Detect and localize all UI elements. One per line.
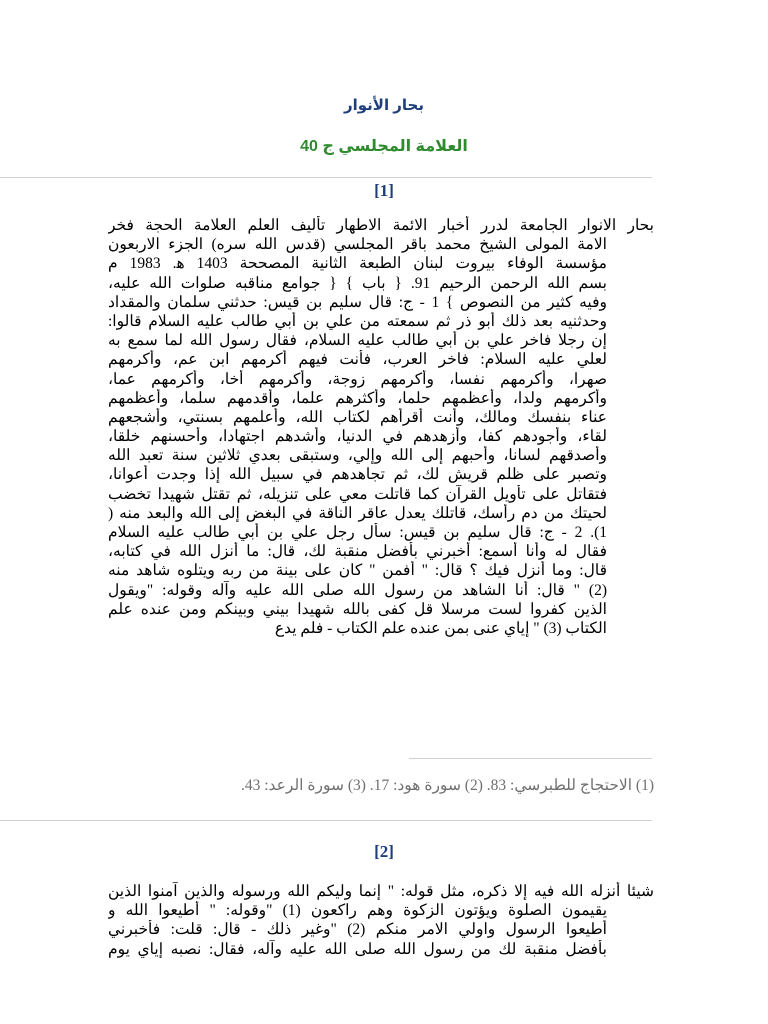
text-line: الكتاب (3) " إياي عنى بمن عنده علم الكتاب - فلم يدع <box>274 619 607 637</box>
text-line: الامة المولى الشيخ محمد باقر المجلسي (قدس الله سره) الجزء الاربعون <box>108 236 607 254</box>
text-line: وأكرمهم ولدا، وأعظمهم حلما، وأكثرهم علما، وأقدمهم سلما، وأعظمهم <box>108 389 607 407</box>
text-line: قال: وما أنزل فيك ؟ قال: " أفمن " كان على بينة من ربه ويتلوه شاهد منه <box>108 562 607 580</box>
footnote-divider <box>409 758 652 759</box>
text-line: (2) " قال: أنا الشاهد من رسول الله صلى الله عليه وآله وقوله: "ويقول <box>108 581 607 599</box>
text-line: أطيعوا الرسول واولي الامر منكم (2) "وغير ذلك - قال: قلت: فأخبرني <box>108 921 607 939</box>
page-2-text <box>108 882 654 959</box>
footnotes: (1) الاحتجاج للطبرسي: 83. (2) سورة هود: 17. (3) سورة الرعد: 43. <box>240 777 654 794</box>
text-line: فتقاتل على تأويل القرآن كما قاتلت معي على تنزيله، ثم تقتل شهيدا تخضب <box>108 485 607 503</box>
text-line: وأصدقهم لسانا، وأحبهم إلى الله وإلي، وستبقى بعدي ثلاثين سنة تعبد الله <box>108 447 607 465</box>
book-title: بحار الأنوار <box>343 97 424 114</box>
text-line: بأفضل منقبة لك من رسول الله صلى الله عليه وآله، فقال: نصبه إياي يوم <box>108 940 607 958</box>
text-line: لحيتك من دم رأسك، قاتلك يعدل عاقر الناقة في البغض إلى الله والبعد منه ( <box>108 504 607 522</box>
text-line: فقال له وأنا أسمع: أخبرني بأفضل منقبة لك، قال: ما أنزل الله في كتابه، <box>108 543 607 561</box>
text-line: عناء بنفسك ومالك، وأنت أقرأهم لكتاب الله، وأعلمهم بسنتي، وأشجعهم <box>108 408 607 426</box>
text-line: وحدثنيه بعد ذلك أبو ذر ثم سمعته من علي بن أبي طالب عليه السلام قالوا: <box>108 312 608 330</box>
text-line: صهرا، وأكرمهم نفسا، وأكرمهم زوجة، وأكرمهم أخا، وأكرمهم عما، <box>108 370 607 388</box>
text-line: الذين كفروا لست مرسلا قل كفى بالله شهيدا بيني وبينكم ومن عنده علم <box>108 600 607 618</box>
text-line: لعلي عليه السلام: فاخر العرب، فأنت فيهم أكرمهم ابن عم، وأكرمهم <box>108 351 607 369</box>
text-line: 1). 2 - ج: قال سليم بن قيس: سأل رجل علي بن أبي طالب عليه السلام <box>108 524 607 541</box>
page-divider <box>0 820 652 821</box>
page-1-text <box>108 216 654 638</box>
header-divider <box>0 177 652 178</box>
book-author: العلامة المجلسي ج 40 <box>300 138 468 155</box>
text-line: إن رجلا فاخر علي بن أبي طالب عليه السلام، فقال رسول الله لما سمع به <box>108 332 607 350</box>
text-line: وفيه كثير من النصوص } 1 - ج: قال سليم بن قيس: حدثني سلمان والمقداد <box>108 293 607 311</box>
text-line: وتصبر على ظلم قريش لك، ثم تجاهدهم في سبيل الله إذا وجدت أعوانا، <box>108 466 607 484</box>
page-number-2: [2] <box>374 842 394 861</box>
text-line: مؤسسة الوفاء بيروت لبنان الطبعة الثانية المصححة 1403 ه‍. 1983 م <box>108 255 607 273</box>
text-line: بسم الله الرحمن الرحيم 91. { باب } { جوامع مناقبه صلوات الله عليه، <box>108 274 607 292</box>
text-line: بحار الانوار الجامعة لدرر أخبار الائمة الاطهار تأليف العلم العلامة الحجة فخر <box>108 217 654 234</box>
text-line: لقاء، وأجودهم كفا، وأزهدهم في الدنيا، وأشدهم اجتهادا، وأحسنهم خلقا، <box>108 428 607 446</box>
page-number-1: [1] <box>374 181 394 200</box>
text-line: يقيمون الصلوة ويؤتون الزكوة وهم راكعون (1) "وقوله: " أطيعوا الله و <box>108 902 608 920</box>
text-line: شيئا أنزله الله فيه إلا ذكره، مثل قوله: " إنما وليكم الله ورسوله والذين آمنوا الذين <box>108 883 654 900</box>
